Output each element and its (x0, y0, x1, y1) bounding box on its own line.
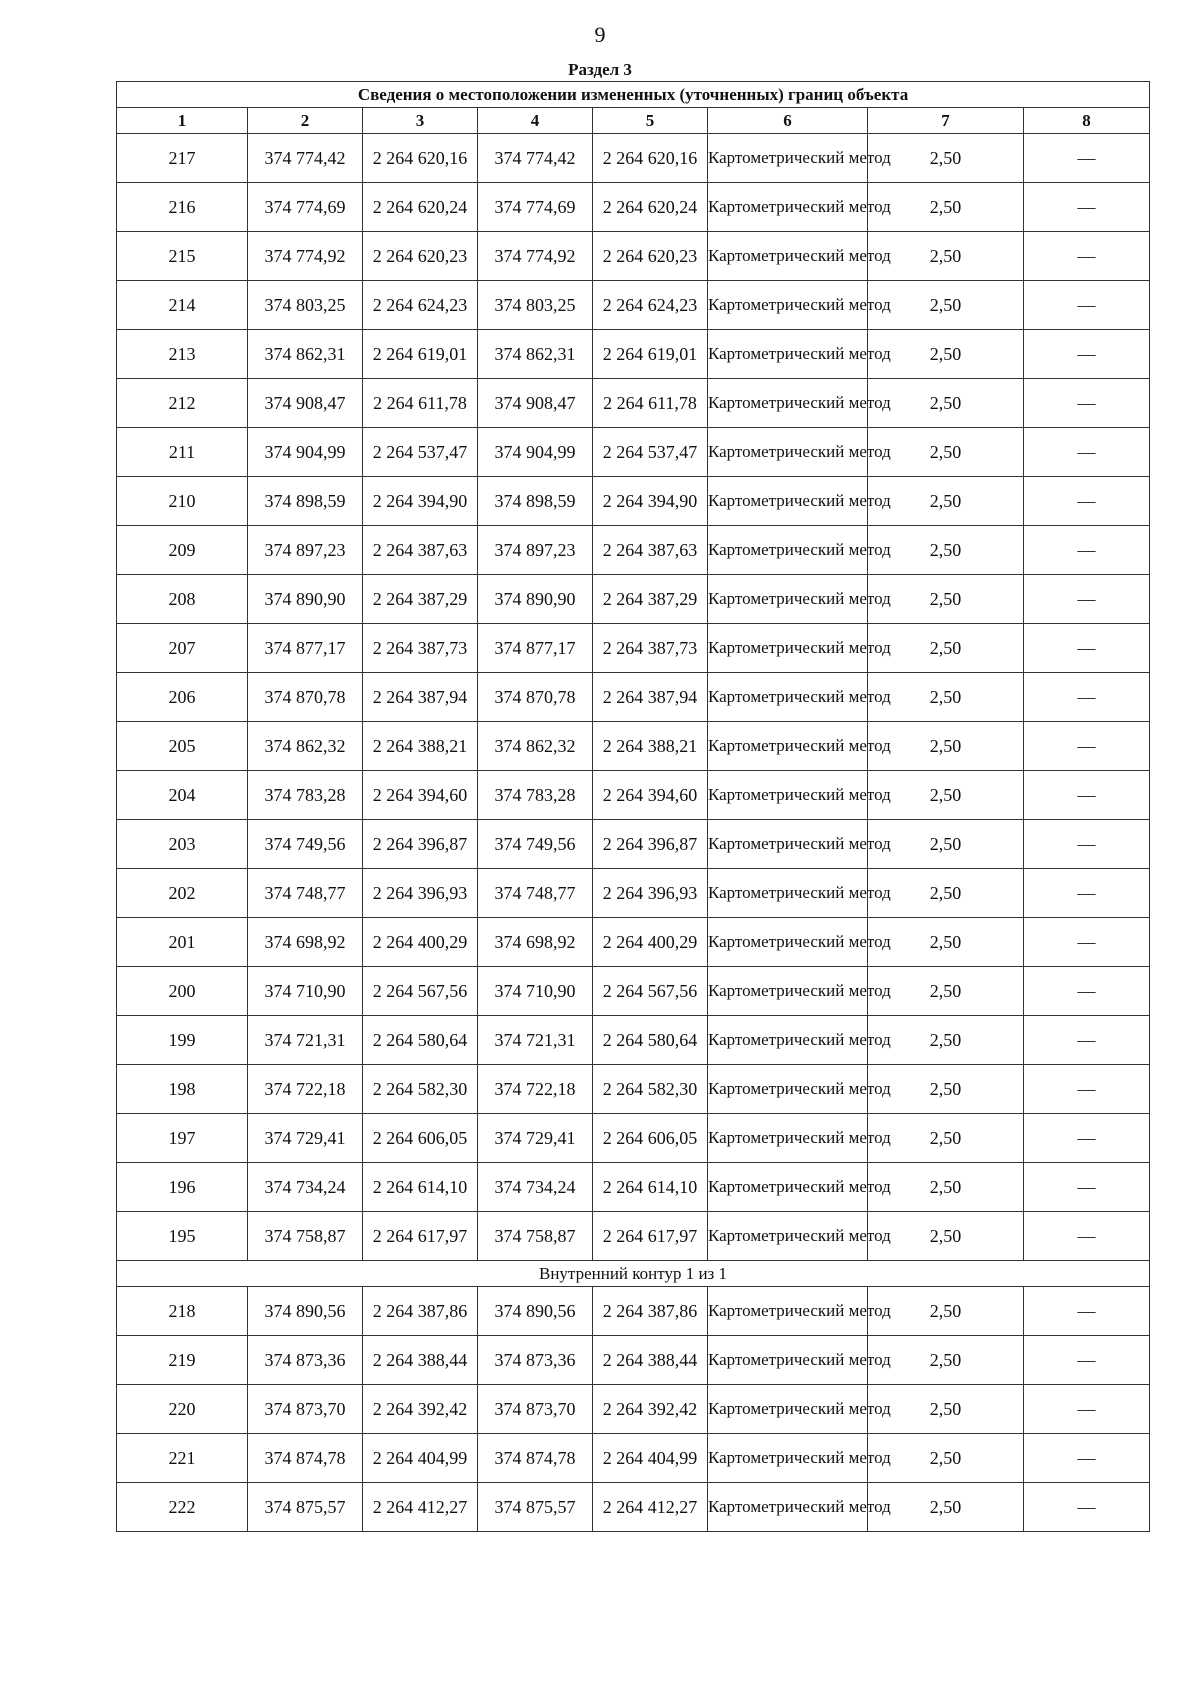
y-new-cell: 2 264 614,10 (593, 1163, 708, 1212)
description-cell: — (1024, 1212, 1150, 1261)
y-old-cell: 2 264 396,93 (363, 869, 478, 918)
table-row (117, 624, 1150, 673)
precision-cell: 2,50 (868, 526, 1024, 575)
y-new-cell: 2 264 394,60 (593, 771, 708, 820)
y-new-cell: 2 264 611,78 (593, 379, 708, 428)
x-old-cell: 374 870,78 (248, 673, 363, 722)
point-number-cell: 211 (117, 428, 248, 477)
table-row (117, 428, 1150, 477)
y-new-cell: 2 264 388,44 (593, 1336, 708, 1385)
y-old-cell: 2 264 624,23 (363, 281, 478, 330)
x-old-cell: 374 874,78 (248, 1434, 363, 1483)
table-row (117, 1385, 1150, 1434)
y-old-cell: 2 264 396,87 (363, 820, 478, 869)
method-cell: Картометрический метод (708, 820, 868, 869)
description-cell: — (1024, 232, 1150, 281)
x-new-cell: 374 783,28 (478, 771, 593, 820)
precision-cell: 2,50 (868, 771, 1024, 820)
point-number-cell: 208 (117, 575, 248, 624)
table-row (117, 379, 1150, 428)
x-new-cell: 374 875,57 (478, 1483, 593, 1532)
x-old-cell: 374 862,32 (248, 722, 363, 771)
method-cell: Картометрический метод (708, 183, 868, 232)
precision-cell: 2,50 (868, 722, 1024, 771)
method-cell: Картометрический метод (708, 330, 868, 379)
method-cell: Картометрический метод (708, 1287, 868, 1336)
point-number-cell: 221 (117, 1434, 248, 1483)
x-new-cell: 374 774,42 (478, 134, 593, 183)
y-new-cell: 2 264 396,93 (593, 869, 708, 918)
table-caption: Сведения о местоположении измененных (уточненных) границ объекта (117, 82, 1150, 108)
y-new-cell: 2 264 580,64 (593, 1016, 708, 1065)
table-row (117, 869, 1150, 918)
precision-cell: 2,50 (868, 232, 1024, 281)
y-new-cell: 2 264 387,29 (593, 575, 708, 624)
y-new-cell: 2 264 412,27 (593, 1483, 708, 1532)
x-new-cell: 374 774,92 (478, 232, 593, 281)
x-new-cell: 374 870,78 (478, 673, 593, 722)
y-old-cell: 2 264 567,56 (363, 967, 478, 1016)
y-new-cell: 2 264 387,73 (593, 624, 708, 673)
inner-contour-label-row (117, 1261, 1150, 1287)
point-number-cell: 205 (117, 722, 248, 771)
method-cell: Картометрический метод (708, 232, 868, 281)
x-new-cell: 374 698,92 (478, 918, 593, 967)
precision-cell: 2,50 (868, 1114, 1024, 1163)
precision-cell: 2,50 (868, 1212, 1024, 1261)
precision-cell: 2,50 (868, 1065, 1024, 1114)
method-cell: Картометрический метод (708, 673, 868, 722)
point-number-cell: 206 (117, 673, 248, 722)
y-old-cell: 2 264 387,73 (363, 624, 478, 673)
x-old-cell: 374 734,24 (248, 1163, 363, 1212)
description-cell: — (1024, 1163, 1150, 1212)
x-old-cell: 374 748,77 (248, 869, 363, 918)
point-number-cell: 207 (117, 624, 248, 673)
page-number: 9 (594, 22, 606, 47)
point-number-cell: 218 (117, 1287, 248, 1336)
point-number-cell: 212 (117, 379, 248, 428)
column-header: 4 (478, 108, 593, 134)
point-number-cell: 198 (117, 1065, 248, 1114)
y-old-cell: 2 264 582,30 (363, 1065, 478, 1114)
column-header-row (117, 108, 1150, 134)
point-number-cell: 219 (117, 1336, 248, 1385)
table-row (117, 232, 1150, 281)
y-old-cell: 2 264 388,21 (363, 722, 478, 771)
inner-contour-rows (117, 1287, 1150, 1532)
x-old-cell: 374 803,25 (248, 281, 363, 330)
point-number-cell: 215 (117, 232, 248, 281)
y-old-cell: 2 264 387,86 (363, 1287, 478, 1336)
precision-cell: 2,50 (868, 183, 1024, 232)
point-number-cell: 204 (117, 771, 248, 820)
x-new-cell: 374 873,70 (478, 1385, 593, 1434)
y-old-cell: 2 264 611,78 (363, 379, 478, 428)
table-row (117, 1016, 1150, 1065)
precision-cell: 2,50 (868, 428, 1024, 477)
y-old-cell: 2 264 387,63 (363, 526, 478, 575)
precision-cell: 2,50 (868, 1434, 1024, 1483)
table-caption-row (117, 82, 1150, 108)
boundary-coordinates-table (116, 81, 1150, 1532)
x-new-cell: 374 729,41 (478, 1114, 593, 1163)
x-new-cell: 374 749,56 (478, 820, 593, 869)
y-old-cell: 2 264 580,64 (363, 1016, 478, 1065)
x-new-cell: 374 877,17 (478, 624, 593, 673)
y-new-cell: 2 264 387,86 (593, 1287, 708, 1336)
description-cell: — (1024, 526, 1150, 575)
method-cell: Картометрический метод (708, 428, 868, 477)
description-cell: — (1024, 771, 1150, 820)
method-cell: Картометрический метод (708, 477, 868, 526)
description-cell: — (1024, 1065, 1150, 1114)
inner-contour-label: Внутренний контур 1 из 1 (117, 1261, 1150, 1287)
x-old-cell: 374 873,36 (248, 1336, 363, 1385)
method-cell: Картометрический метод (708, 1434, 868, 1483)
y-old-cell: 2 264 606,05 (363, 1114, 478, 1163)
precision-cell: 2,50 (868, 1483, 1024, 1532)
description-cell: — (1024, 869, 1150, 918)
x-old-cell: 374 710,90 (248, 967, 363, 1016)
y-new-cell: 2 264 606,05 (593, 1114, 708, 1163)
x-old-cell: 374 904,99 (248, 428, 363, 477)
x-new-cell: 374 862,32 (478, 722, 593, 771)
y-new-cell: 2 264 620,16 (593, 134, 708, 183)
outer-contour-rows (117, 134, 1150, 1261)
description-cell: — (1024, 624, 1150, 673)
method-cell: Картометрический метод (708, 1385, 868, 1434)
column-header: 5 (593, 108, 708, 134)
table-row (117, 1336, 1150, 1385)
point-number-cell: 195 (117, 1212, 248, 1261)
description-cell: — (1024, 1434, 1150, 1483)
x-new-cell: 374 890,56 (478, 1287, 593, 1336)
x-old-cell: 374 862,31 (248, 330, 363, 379)
description-cell: — (1024, 1114, 1150, 1163)
column-header: 7 (868, 108, 1024, 134)
x-old-cell: 374 758,87 (248, 1212, 363, 1261)
section-title: Раздел 3 (568, 60, 632, 79)
description-cell: — (1024, 1016, 1150, 1065)
method-cell: Картометрический метод (708, 1163, 868, 1212)
precision-cell: 2,50 (868, 1385, 1024, 1434)
y-old-cell: 2 264 388,44 (363, 1336, 478, 1385)
method-cell: Картометрический метод (708, 1016, 868, 1065)
table-row (117, 183, 1150, 232)
y-new-cell: 2 264 394,90 (593, 477, 708, 526)
point-number-cell: 203 (117, 820, 248, 869)
x-old-cell: 374 774,92 (248, 232, 363, 281)
x-old-cell: 374 721,31 (248, 1016, 363, 1065)
point-number-cell: 209 (117, 526, 248, 575)
y-new-cell: 2 264 567,56 (593, 967, 708, 1016)
y-old-cell: 2 264 614,10 (363, 1163, 478, 1212)
column-header: 6 (708, 108, 868, 134)
point-number-cell: 220 (117, 1385, 248, 1434)
table-row (117, 1114, 1150, 1163)
table-row (117, 477, 1150, 526)
x-old-cell: 374 783,28 (248, 771, 363, 820)
y-old-cell: 2 264 617,97 (363, 1212, 478, 1261)
method-cell: Картометрический метод (708, 281, 868, 330)
description-cell: — (1024, 967, 1150, 1016)
x-new-cell: 374 758,87 (478, 1212, 593, 1261)
method-cell: Картометрический метод (708, 1212, 868, 1261)
table-row (117, 134, 1150, 183)
y-old-cell: 2 264 394,90 (363, 477, 478, 526)
method-cell: Картометрический метод (708, 1114, 868, 1163)
precision-cell: 2,50 (868, 575, 1024, 624)
y-new-cell: 2 264 582,30 (593, 1065, 708, 1114)
description-cell: — (1024, 918, 1150, 967)
x-old-cell: 374 698,92 (248, 918, 363, 967)
x-new-cell: 374 721,31 (478, 1016, 593, 1065)
column-header: 8 (1024, 108, 1150, 134)
table-row (117, 722, 1150, 771)
method-cell: Картометрический метод (708, 379, 868, 428)
description-cell: — (1024, 1336, 1150, 1385)
y-new-cell: 2 264 388,21 (593, 722, 708, 771)
x-new-cell: 374 874,78 (478, 1434, 593, 1483)
x-new-cell: 374 908,47 (478, 379, 593, 428)
y-old-cell: 2 264 620,16 (363, 134, 478, 183)
method-cell: Картометрический метод (708, 526, 868, 575)
x-new-cell: 374 722,18 (478, 1065, 593, 1114)
x-old-cell: 374 875,57 (248, 1483, 363, 1532)
point-number-cell: 222 (117, 1483, 248, 1532)
x-old-cell: 374 873,70 (248, 1385, 363, 1434)
method-cell: Картометрический метод (708, 869, 868, 918)
precision-cell: 2,50 (868, 673, 1024, 722)
y-old-cell: 2 264 412,27 (363, 1483, 478, 1532)
column-header: 2 (248, 108, 363, 134)
point-number-cell: 200 (117, 967, 248, 1016)
precision-cell: 2,50 (868, 477, 1024, 526)
y-new-cell: 2 264 387,63 (593, 526, 708, 575)
y-new-cell: 2 264 619,01 (593, 330, 708, 379)
x-old-cell: 374 774,69 (248, 183, 363, 232)
y-old-cell: 2 264 619,01 (363, 330, 478, 379)
table-row (117, 281, 1150, 330)
x-new-cell: 374 734,24 (478, 1163, 593, 1212)
method-cell: Картометрический метод (708, 575, 868, 624)
table-row (117, 967, 1150, 1016)
description-cell: — (1024, 428, 1150, 477)
column-header: 1 (117, 108, 248, 134)
x-new-cell: 374 710,90 (478, 967, 593, 1016)
precision-cell: 2,50 (868, 1287, 1024, 1336)
y-new-cell: 2 264 624,23 (593, 281, 708, 330)
x-old-cell: 374 722,18 (248, 1065, 363, 1114)
table-row (117, 526, 1150, 575)
x-new-cell: 374 862,31 (478, 330, 593, 379)
y-old-cell: 2 264 620,23 (363, 232, 478, 281)
x-new-cell: 374 897,23 (478, 526, 593, 575)
method-cell: Картометрический метод (708, 722, 868, 771)
table-row (117, 1212, 1150, 1261)
y-old-cell: 2 264 404,99 (363, 1434, 478, 1483)
description-cell: — (1024, 183, 1150, 232)
method-cell: Картометрический метод (708, 624, 868, 673)
table-row (117, 1483, 1150, 1532)
table-row (117, 820, 1150, 869)
y-new-cell: 2 264 620,23 (593, 232, 708, 281)
table-row (117, 918, 1150, 967)
description-cell: — (1024, 1385, 1150, 1434)
description-cell: — (1024, 722, 1150, 771)
method-cell: Картометрический метод (708, 1065, 868, 1114)
x-new-cell: 374 898,59 (478, 477, 593, 526)
point-number-cell: 201 (117, 918, 248, 967)
description-cell: — (1024, 820, 1150, 869)
x-old-cell: 374 877,17 (248, 624, 363, 673)
table-row (117, 1065, 1150, 1114)
x-old-cell: 374 749,56 (248, 820, 363, 869)
precision-cell: 2,50 (868, 134, 1024, 183)
point-number-cell: 216 (117, 183, 248, 232)
precision-cell: 2,50 (868, 1016, 1024, 1065)
x-new-cell: 374 904,99 (478, 428, 593, 477)
point-number-cell: 214 (117, 281, 248, 330)
precision-cell: 2,50 (868, 1163, 1024, 1212)
precision-cell: 2,50 (868, 624, 1024, 673)
y-new-cell: 2 264 387,94 (593, 673, 708, 722)
precision-cell: 2,50 (868, 820, 1024, 869)
point-number-cell: 217 (117, 134, 248, 183)
point-number-cell: 199 (117, 1016, 248, 1065)
description-cell: — (1024, 379, 1150, 428)
y-new-cell: 2 264 396,87 (593, 820, 708, 869)
precision-cell: 2,50 (868, 918, 1024, 967)
point-number-cell: 197 (117, 1114, 248, 1163)
y-new-cell: 2 264 404,99 (593, 1434, 708, 1483)
x-new-cell: 374 748,77 (478, 869, 593, 918)
table-row (117, 1434, 1150, 1483)
x-new-cell: 374 803,25 (478, 281, 593, 330)
description-cell: — (1024, 1287, 1150, 1336)
y-new-cell: 2 264 537,47 (593, 428, 708, 477)
point-number-cell: 202 (117, 869, 248, 918)
x-old-cell: 374 890,56 (248, 1287, 363, 1336)
method-cell: Картометрический метод (708, 771, 868, 820)
x-old-cell: 374 890,90 (248, 575, 363, 624)
table-row (117, 1163, 1150, 1212)
point-number-cell: 210 (117, 477, 248, 526)
method-cell: Картометрический метод (708, 1336, 868, 1385)
inner-contour-section (117, 1261, 1150, 1287)
table-row (117, 771, 1150, 820)
method-cell: Картометрический метод (708, 918, 868, 967)
method-cell: Картометрический метод (708, 134, 868, 183)
description-cell: — (1024, 477, 1150, 526)
precision-cell: 2,50 (868, 281, 1024, 330)
table-row (117, 575, 1150, 624)
description-cell: — (1024, 281, 1150, 330)
description-cell: — (1024, 673, 1150, 722)
y-old-cell: 2 264 394,60 (363, 771, 478, 820)
x-old-cell: 374 898,59 (248, 477, 363, 526)
y-old-cell: 2 264 620,24 (363, 183, 478, 232)
x-old-cell: 374 897,23 (248, 526, 363, 575)
x-new-cell: 374 774,69 (478, 183, 593, 232)
description-cell: — (1024, 134, 1150, 183)
table-row (117, 673, 1150, 722)
column-header: 3 (363, 108, 478, 134)
method-cell: Картометрический метод (708, 1483, 868, 1532)
x-old-cell: 374 729,41 (248, 1114, 363, 1163)
precision-cell: 2,50 (868, 869, 1024, 918)
point-number-cell: 196 (117, 1163, 248, 1212)
y-old-cell: 2 264 387,94 (363, 673, 478, 722)
precision-cell: 2,50 (868, 330, 1024, 379)
precision-cell: 2,50 (868, 1336, 1024, 1385)
y-old-cell: 2 264 400,29 (363, 918, 478, 967)
x-new-cell: 374 873,36 (478, 1336, 593, 1385)
y-new-cell: 2 264 392,42 (593, 1385, 708, 1434)
x-old-cell: 374 774,42 (248, 134, 363, 183)
description-cell: — (1024, 330, 1150, 379)
description-cell: — (1024, 575, 1150, 624)
y-new-cell: 2 264 620,24 (593, 183, 708, 232)
x-old-cell: 374 908,47 (248, 379, 363, 428)
y-new-cell: 2 264 400,29 (593, 918, 708, 967)
y-old-cell: 2 264 537,47 (363, 428, 478, 477)
table-row (117, 1287, 1150, 1336)
y-old-cell: 2 264 392,42 (363, 1385, 478, 1434)
x-new-cell: 374 890,90 (478, 575, 593, 624)
point-number-cell: 213 (117, 330, 248, 379)
precision-cell: 2,50 (868, 967, 1024, 1016)
method-cell: Картометрический метод (708, 967, 868, 1016)
y-new-cell: 2 264 617,97 (593, 1212, 708, 1261)
description-cell: — (1024, 1483, 1150, 1532)
precision-cell: 2,50 (868, 379, 1024, 428)
y-old-cell: 2 264 387,29 (363, 575, 478, 624)
table-row (117, 330, 1150, 379)
